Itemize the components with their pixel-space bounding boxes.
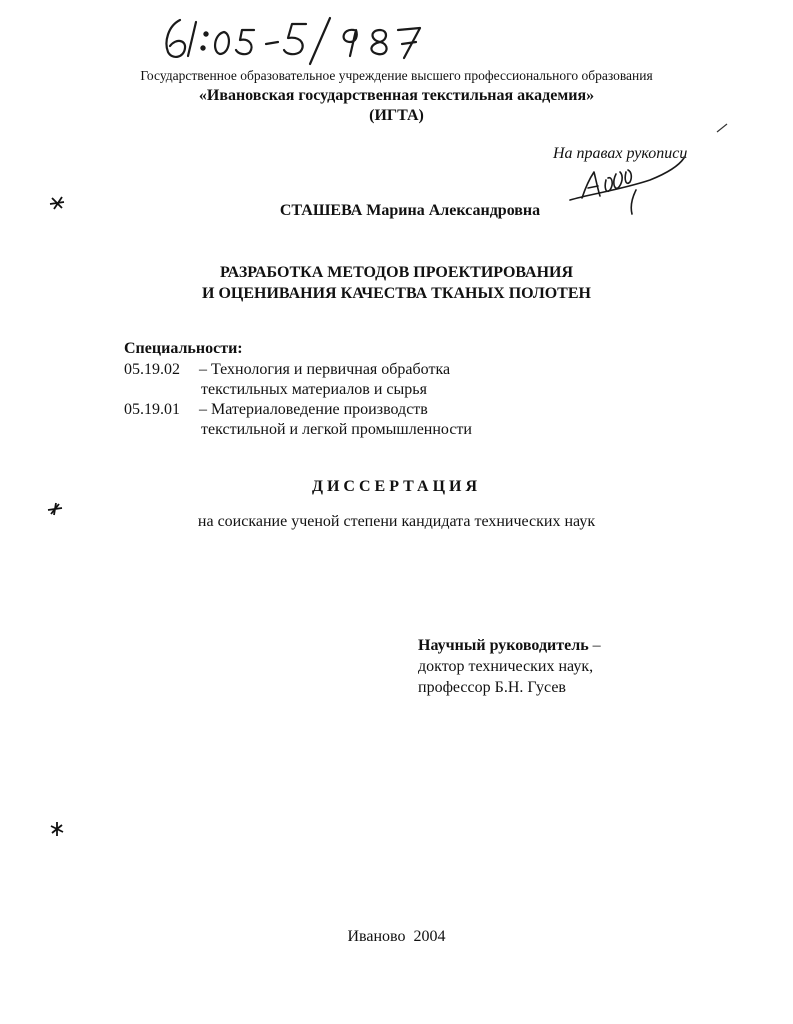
pen-tick-mark xyxy=(715,120,729,134)
advisor-role-line xyxy=(418,635,601,656)
advisor-degree: доктор технических наук, xyxy=(418,658,594,675)
author-name: СТАШЕВА Марина Александровна xyxy=(279,202,541,219)
degree-purpose: на соискание ученой степени кандидата технических наук xyxy=(197,513,596,530)
advisor-role: Научный руководитель xyxy=(418,637,589,654)
academy-abbreviation: (ИГТА) xyxy=(369,107,424,124)
specialty-item xyxy=(124,360,450,380)
specialty-item xyxy=(124,400,428,420)
scan-marker-icon xyxy=(48,820,66,838)
specialty-code: 05.19.02 xyxy=(124,361,180,378)
thesis-title-line-2: И ОЦЕНИВАНИЯ КАЧЕСТВА ТКАНЫХ ПОЛОТЕН xyxy=(202,285,591,302)
scan-marker-icon xyxy=(48,194,66,212)
specialties-heading: Специальности: xyxy=(124,340,243,357)
specialty-description-continued: текстильных материалов и сырья xyxy=(201,381,427,398)
city-year-footer xyxy=(0,928,793,946)
advisor-dash: – xyxy=(588,637,601,654)
specialty-description: – Материаловедение производств xyxy=(199,401,428,418)
specialty-code: 05.19.01 xyxy=(124,401,180,418)
city: Иваново xyxy=(347,928,406,945)
year: 2004 xyxy=(413,928,446,945)
handwritten-call-number xyxy=(158,8,458,72)
advisor-name: профессор Б.Н. Гусев xyxy=(418,679,566,696)
specialty-description-continued: текстильной и легкой промышленности xyxy=(201,421,472,438)
thesis-title-line-1: РАЗРАБОТКА МЕТОДОВ ПРОЕКТИРОВАНИЯ xyxy=(219,264,574,281)
manuscript-rights-note: На правах рукописи xyxy=(553,145,688,162)
institution-name: Государственное образовательное учреждение высшего профессионального образования xyxy=(140,68,653,83)
specialty-description: – Технология и первичная обработка xyxy=(199,361,451,378)
document-type-heading: ДИССЕРТАЦИЯ xyxy=(311,478,482,495)
academy-name: «Ивановская государственная текстильная академия» xyxy=(198,87,595,104)
